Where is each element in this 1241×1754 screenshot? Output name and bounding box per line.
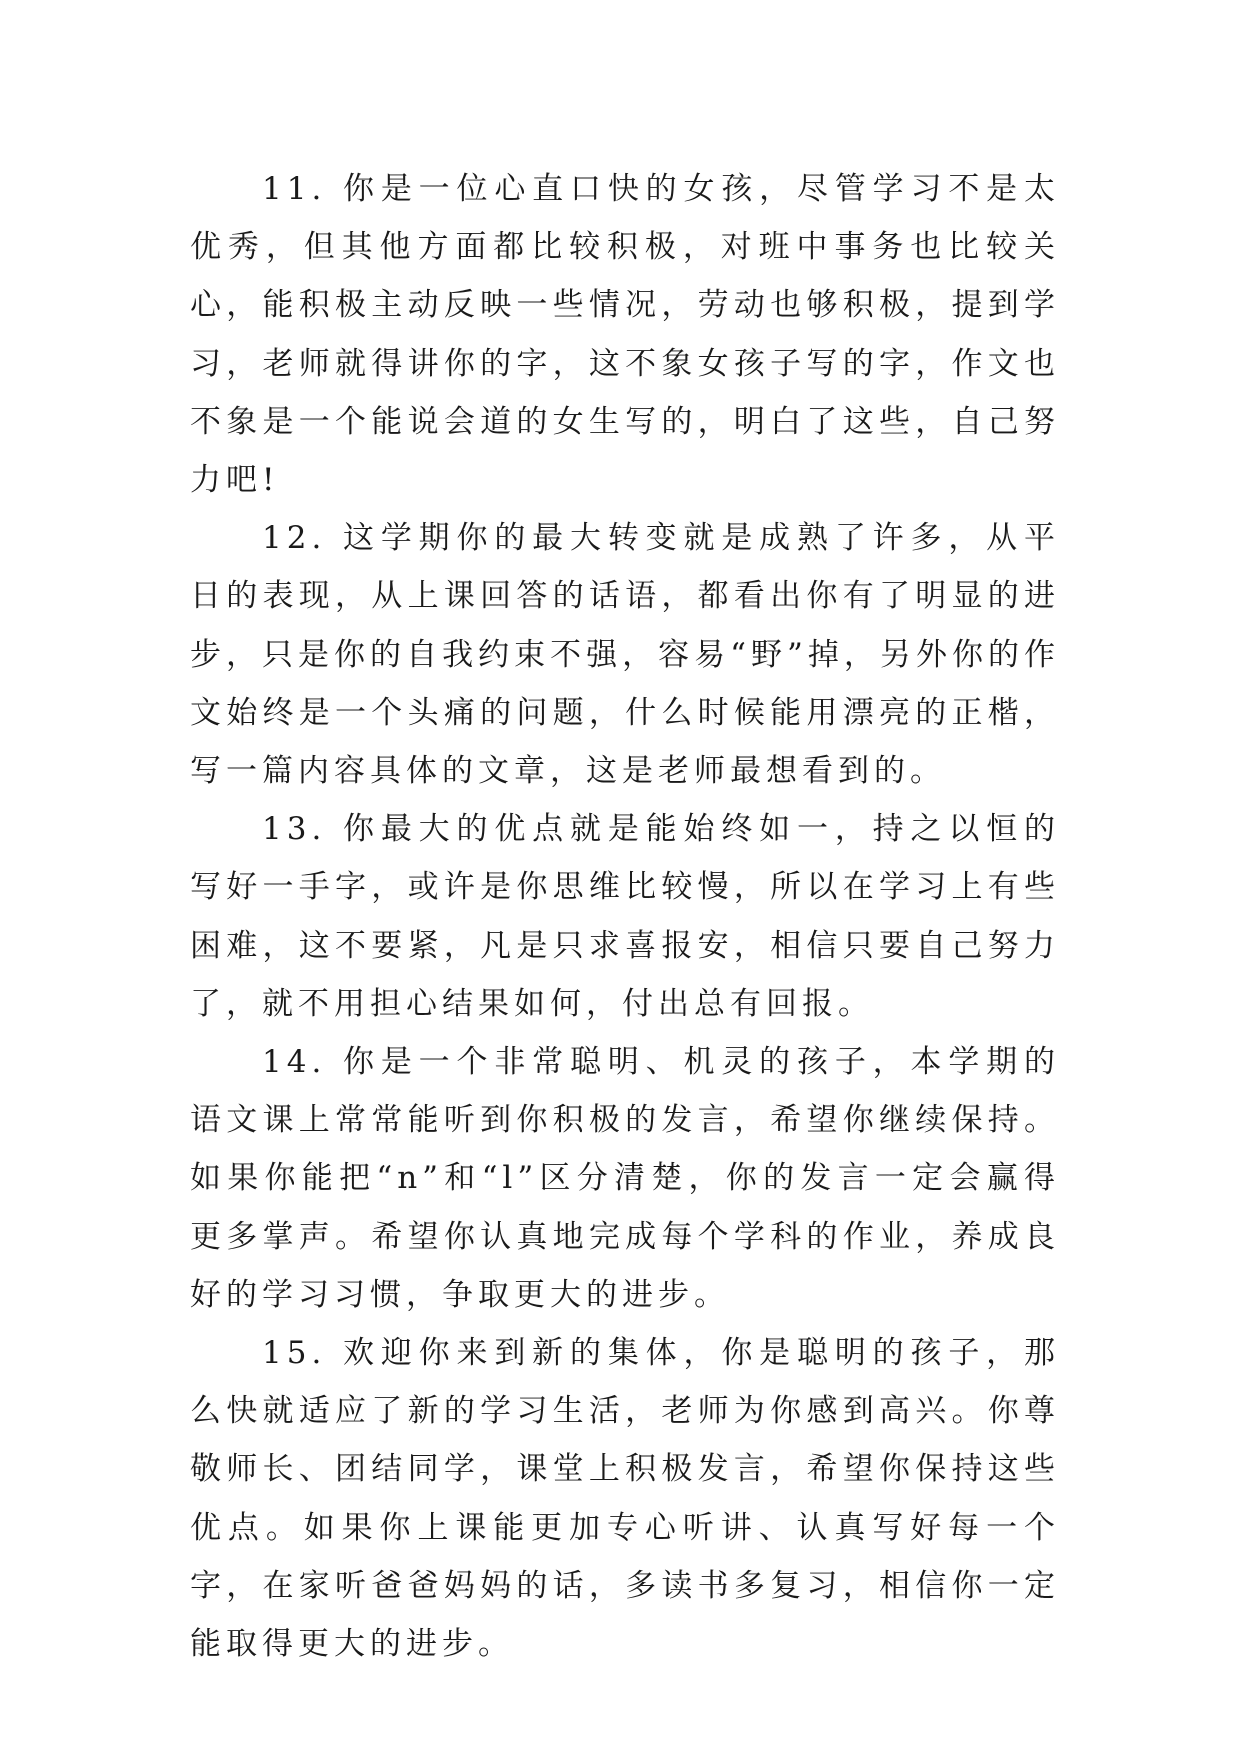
paragraph-13: 13. 你最大的优点就是能始终如一，持之以恒的写好一手字，或许是你思维比较慢，所以在学习上有些困难，这不要紧，凡是只求喜报安，相信只要自己努力了，就不用担心结果如何，付出总有回报。 [190,811,1060,1022]
document-body [190,160,1060,1673]
paragraph-15: 15. 欢迎你来到新的集体，你是聪明的孩子，那么快就适应了新的学习生活，老师为你感到高兴。你尊敬师长、团结同学，课堂上积极发言，希望你保持这些优点。如果你上课能更加专心听讲、认真写好每一个字，在家听爸爸妈妈的话，多读书多复习，相信你一定能取得更大的进步。 [190,1335,1060,1663]
paragraph-12: 12. 这学期你的最大转变就是成熟了许多，从平日的表现，从上课回答的话语，都看出你有了明显的进步，只是你的自我约束不强，容易“野”掉，另外你的作文始终是一个头痛的问题，什么时候能用漂亮的正楷，写一篇内容具体的文章，这是老师最想看到的。 [190,520,1060,790]
paragraph-11: 11. 你是一位心直口快的女孩，尽管学习不是太优秀，但其他方面都比较积极，对班中事务也比较关心，能积极主动反映一些情况，劳动也够积极，提到学习，老师就得讲你的字，这不象女孩子写的字，作文也不象是一个能说会道的女生写的，明白了这些，自己努力吧! [190,171,1060,499]
paragraph-14: 14. 你是一个非常聪明、机灵的孩子，本学期的语文课上常常能听到你积极的发言，希望你继续保持。如果你能把“n”和“l”区分清楚，你的发言一定会赢得更多掌声。希望你认真地完成每个学科的作业，养成良好的学习习惯，争取更大的进步。 [190,1044,1060,1313]
